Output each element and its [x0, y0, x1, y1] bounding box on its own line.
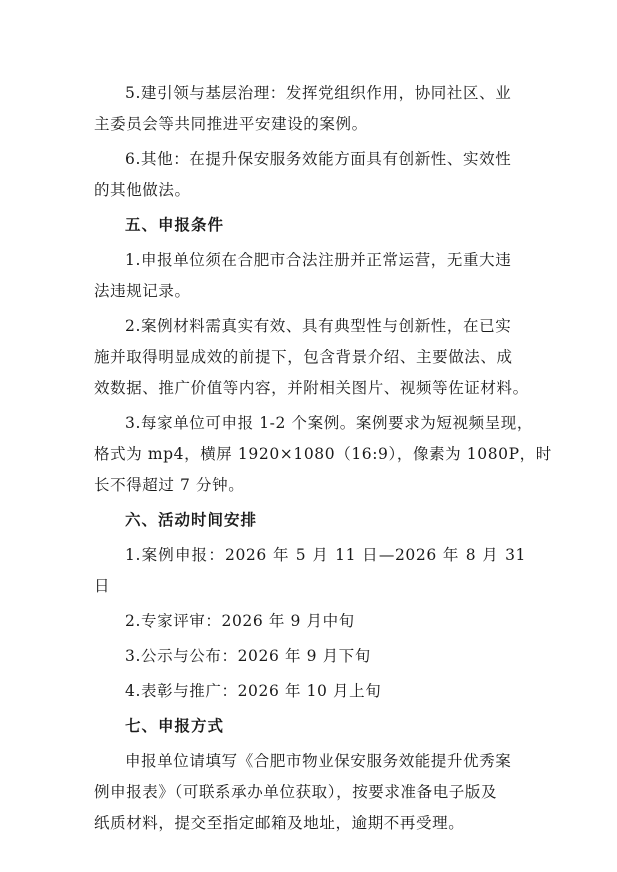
schedule-item-4: 4.表彰与推广：2026 年 10 月上旬	[125, 682, 382, 700]
schedule-item-3: 3.公示与公布：2026 年 9 月下旬	[125, 647, 371, 665]
schedule-item-2: 2.专家评审：2026 年 9 月中旬	[125, 612, 355, 630]
paragraph-line: 的其他做法。	[94, 181, 191, 199]
paragraph-item-6	[94, 144, 526, 206]
paragraph-line: 申报单位请填写《合肥市物业保安服务效能提升优秀案	[125, 752, 512, 770]
paragraph-item-5	[94, 78, 526, 140]
paragraph-application-method	[94, 746, 526, 839]
paragraph-line: 施并取得明显成效的前提下，包含背景介绍、主要做法、成	[94, 348, 513, 366]
paragraph-line: 纸质材料，提交至指定邮箱及地址，逾期不再受理。	[94, 814, 465, 832]
paragraph-line: 6.其他：在提升保安服务效能方面具有创新性、实效性	[125, 150, 512, 168]
paragraph-line: 格式为 mp4，横屏 1920×1080（16:9），像素为 1080P，时	[94, 445, 552, 463]
section-heading-6: 六、活动时间安排	[125, 511, 258, 529]
schedule-item-1: 1.案例申报：2026 年 5 月 11 日—2026 年 8 月 31 日	[94, 546, 526, 595]
paragraph-line: 3.每家单位可申报 1-2 个案例。案例要求为短视频呈现，	[125, 414, 534, 432]
section-heading-7: 七、申报方式	[125, 717, 225, 735]
paragraph-line: 2.案例材料需真实有效、具有典型性与创新性，在已实	[125, 317, 512, 335]
paragraph-line: 效数据、推广价值等内容，并附相关图片、视频等佐证材料。	[94, 379, 529, 397]
paragraph-condition-2	[94, 311, 529, 404]
paragraph-line: 主委员会等共同推进平安建设的案例。	[94, 115, 368, 133]
paragraph-condition-1	[94, 245, 526, 307]
paragraph-line: 1.申报单位须在合肥市合法注册并正常运营，无重大违	[125, 251, 512, 269]
paragraph-line: 法违规记录。	[94, 282, 191, 300]
paragraph-line: 5.建引领与基层治理：发挥党组织作用，协同社区、业	[125, 84, 512, 102]
paragraph-line: 例申报表》（可联系承办单位获取），按要求准备电子版及	[94, 783, 498, 801]
section-heading-5: 五、申报条件	[125, 216, 225, 234]
document-body	[94, 78, 552, 843]
paragraph-line: 长不得超过 7 分钟。	[94, 476, 245, 494]
paragraph-condition-3	[94, 408, 552, 501]
